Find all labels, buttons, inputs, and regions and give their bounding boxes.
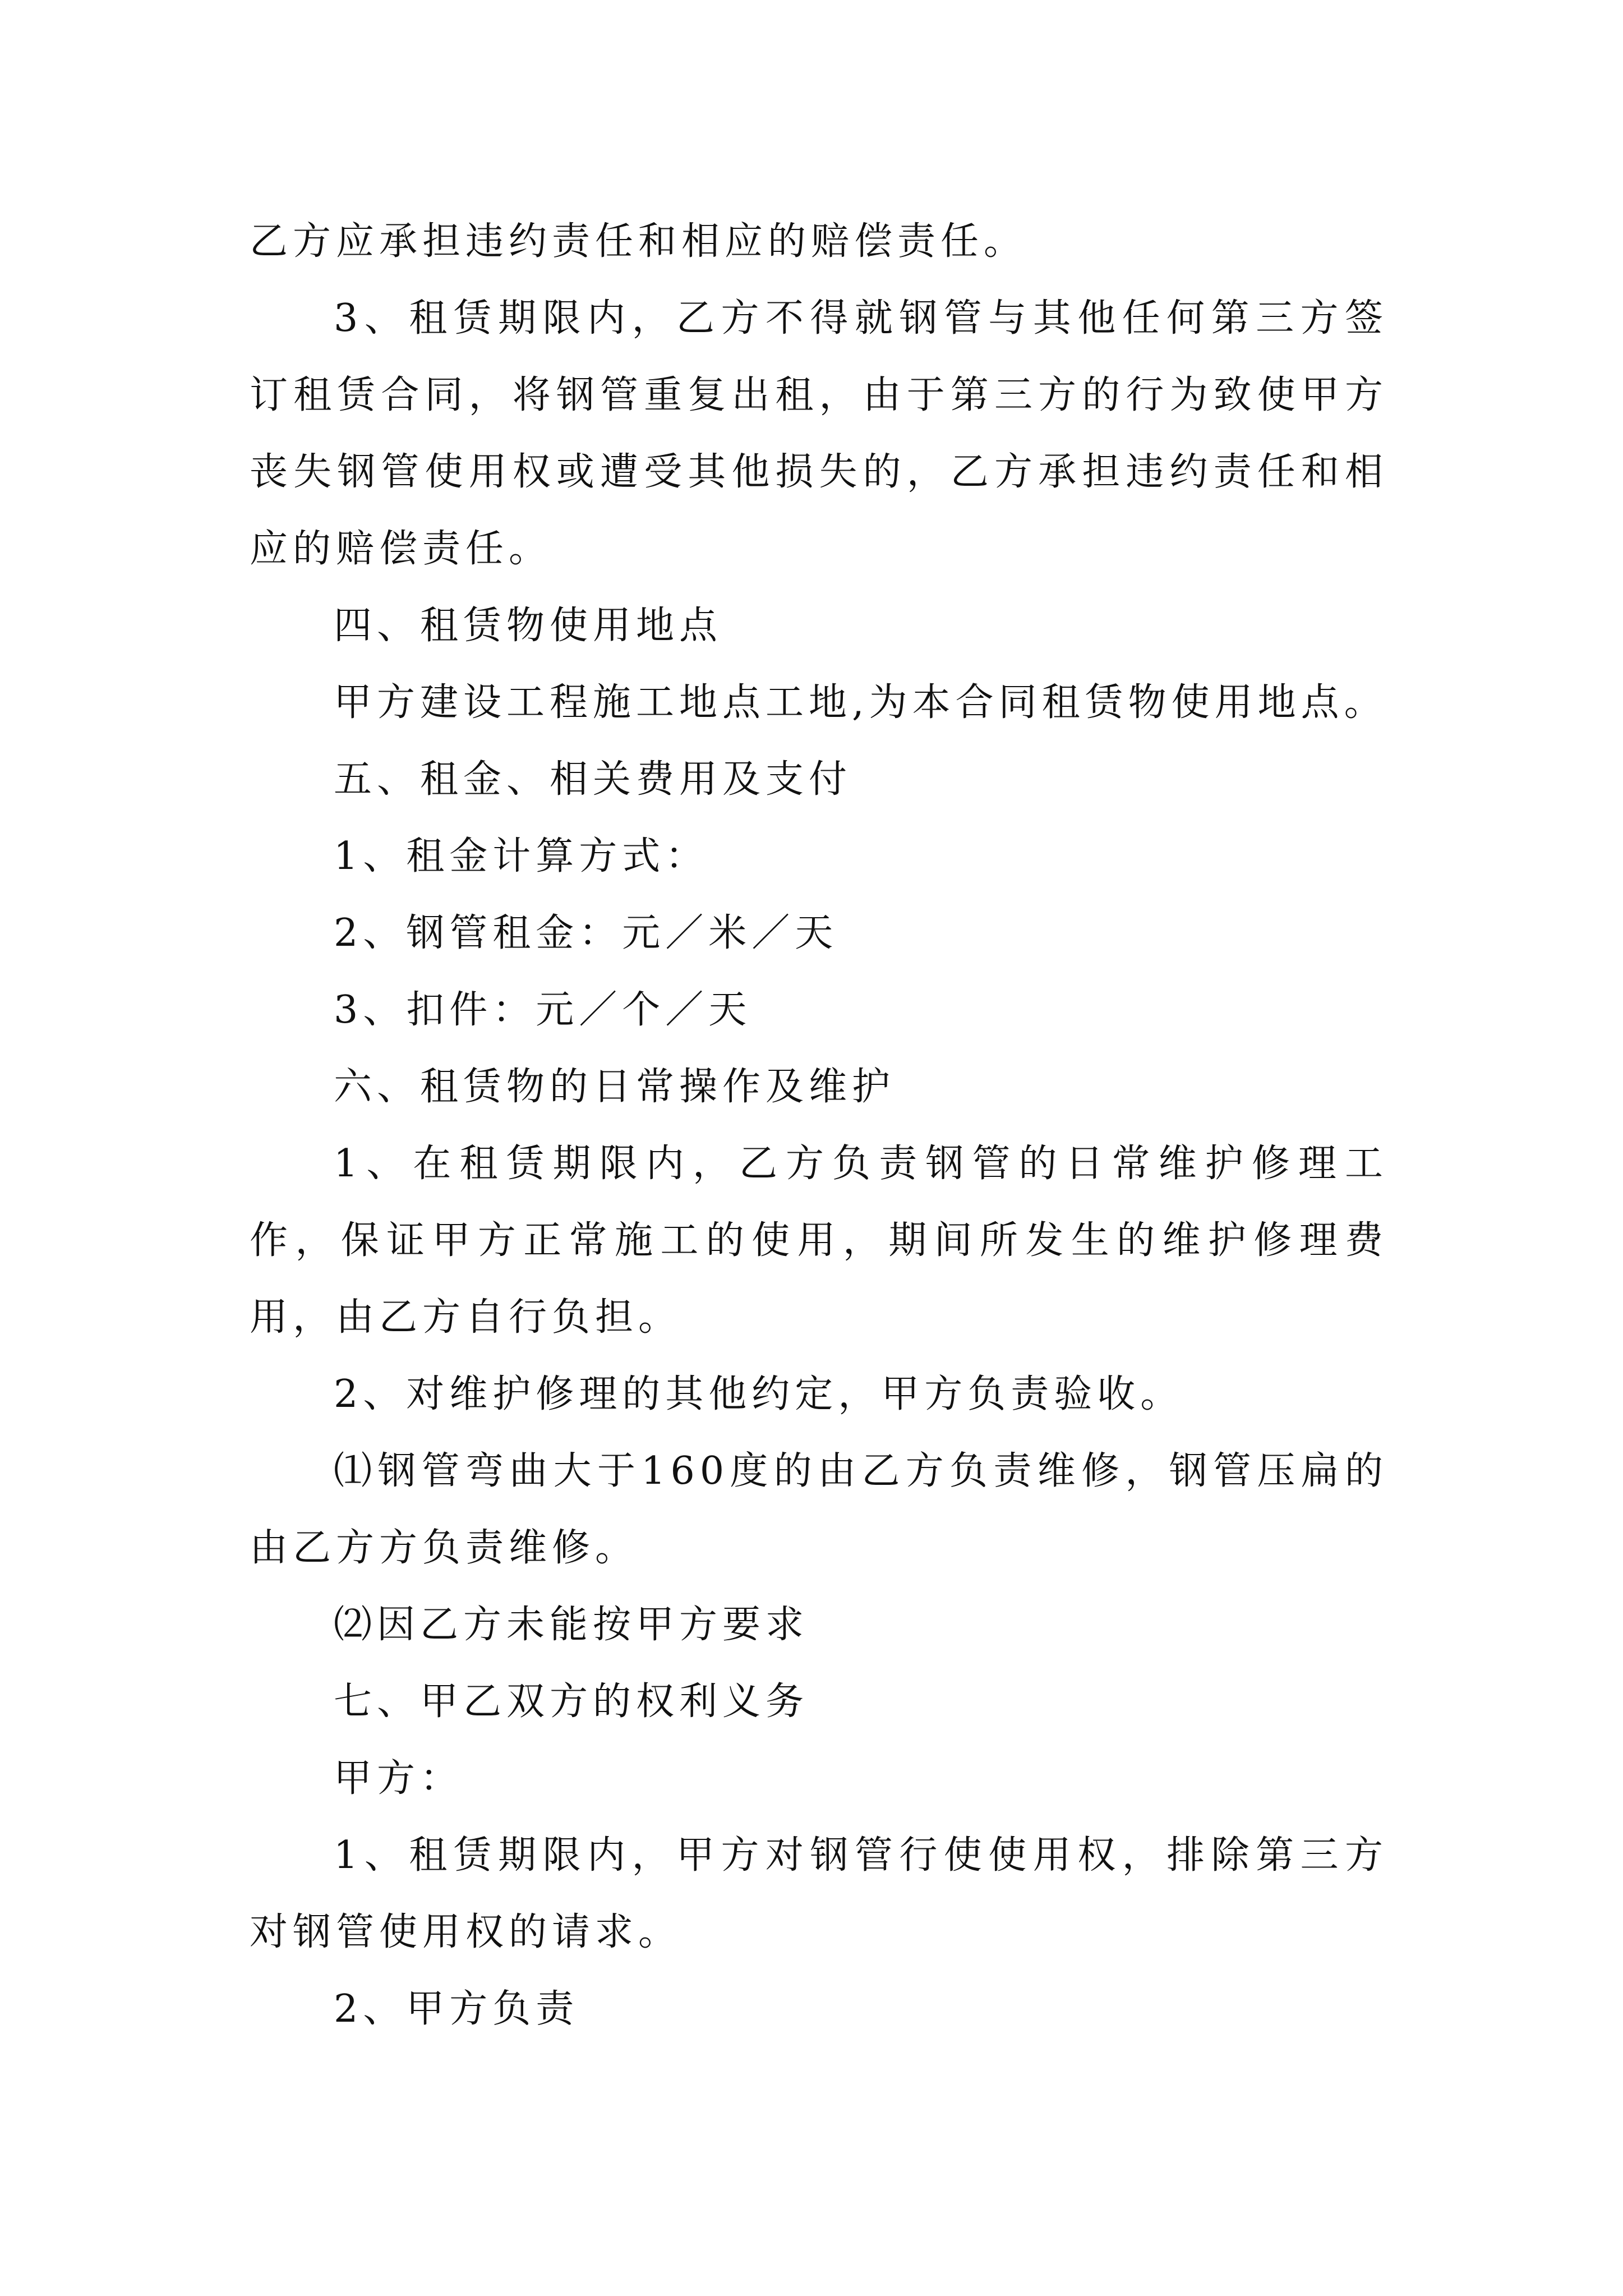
section-heading-7: 七、甲乙双方的权利义务 — [334, 1680, 809, 1724]
paragraph-maintenance-1: 1、在租赁期限内，乙方负责钢管的日常维护修理工作，保证甲方正常施工的使用，期间所发生的维护修理费用，由乙方自行负担。 — [250, 1142, 1388, 1340]
paragraph-party-a-right-1: 1、租赁期限内，甲方对钢管行使使用权，排除第三方对钢管使用权的请求。 — [250, 1833, 1388, 1954]
paragraph-pipe-rent: 2、钢管租金：元／米／天 — [334, 911, 838, 955]
paragraph-maintenance-item-1: ⑴钢管弯曲大于160度的由乙方负责维修，钢管压扁的由乙方方负责维修。 — [250, 1449, 1388, 1570]
paragraph-rent-calculation: 1、租金计算方式： — [334, 834, 709, 878]
document-body — [250, 203, 1388, 2047]
section-heading-5: 五、租金、相关费用及支付 — [334, 757, 852, 802]
paragraph-party-a-label: 甲方： — [334, 1756, 464, 1801]
paragraph-fastener-rent: 3、扣件：元／个／天 — [334, 988, 752, 1032]
paragraph-clause-3-sublease: 3、租赁期限内，乙方不得就钢管与其他任何第三方签订租赁合同，将钢管重复出租，由于第三方的行为致使甲方丧失钢管使用权或遭受其他损失的，乙方承担违约责任和相应的赔偿责任。 — [250, 296, 1388, 571]
paragraph-maintenance-item-2: ⑵因乙方未能按甲方要求 — [334, 1603, 809, 1647]
paragraph-liability-continued: 乙方应承担违约责任和相应的赔偿责任。 — [250, 219, 1027, 264]
section-heading-6: 六、租赁物的日常操作及维护 — [334, 1065, 896, 1109]
paragraph-usage-location: 甲方建设工程施工地点工地,为本合同租赁物使用地点。 — [334, 680, 1387, 725]
paragraph-maintenance-2: 2、对维护修理的其他约定，甲方负责验收。 — [334, 1372, 1184, 1416]
section-heading-4: 四、租赁物使用地点 — [334, 604, 723, 648]
paragraph-party-a-right-2: 2、甲方负责 — [334, 1987, 579, 2031]
